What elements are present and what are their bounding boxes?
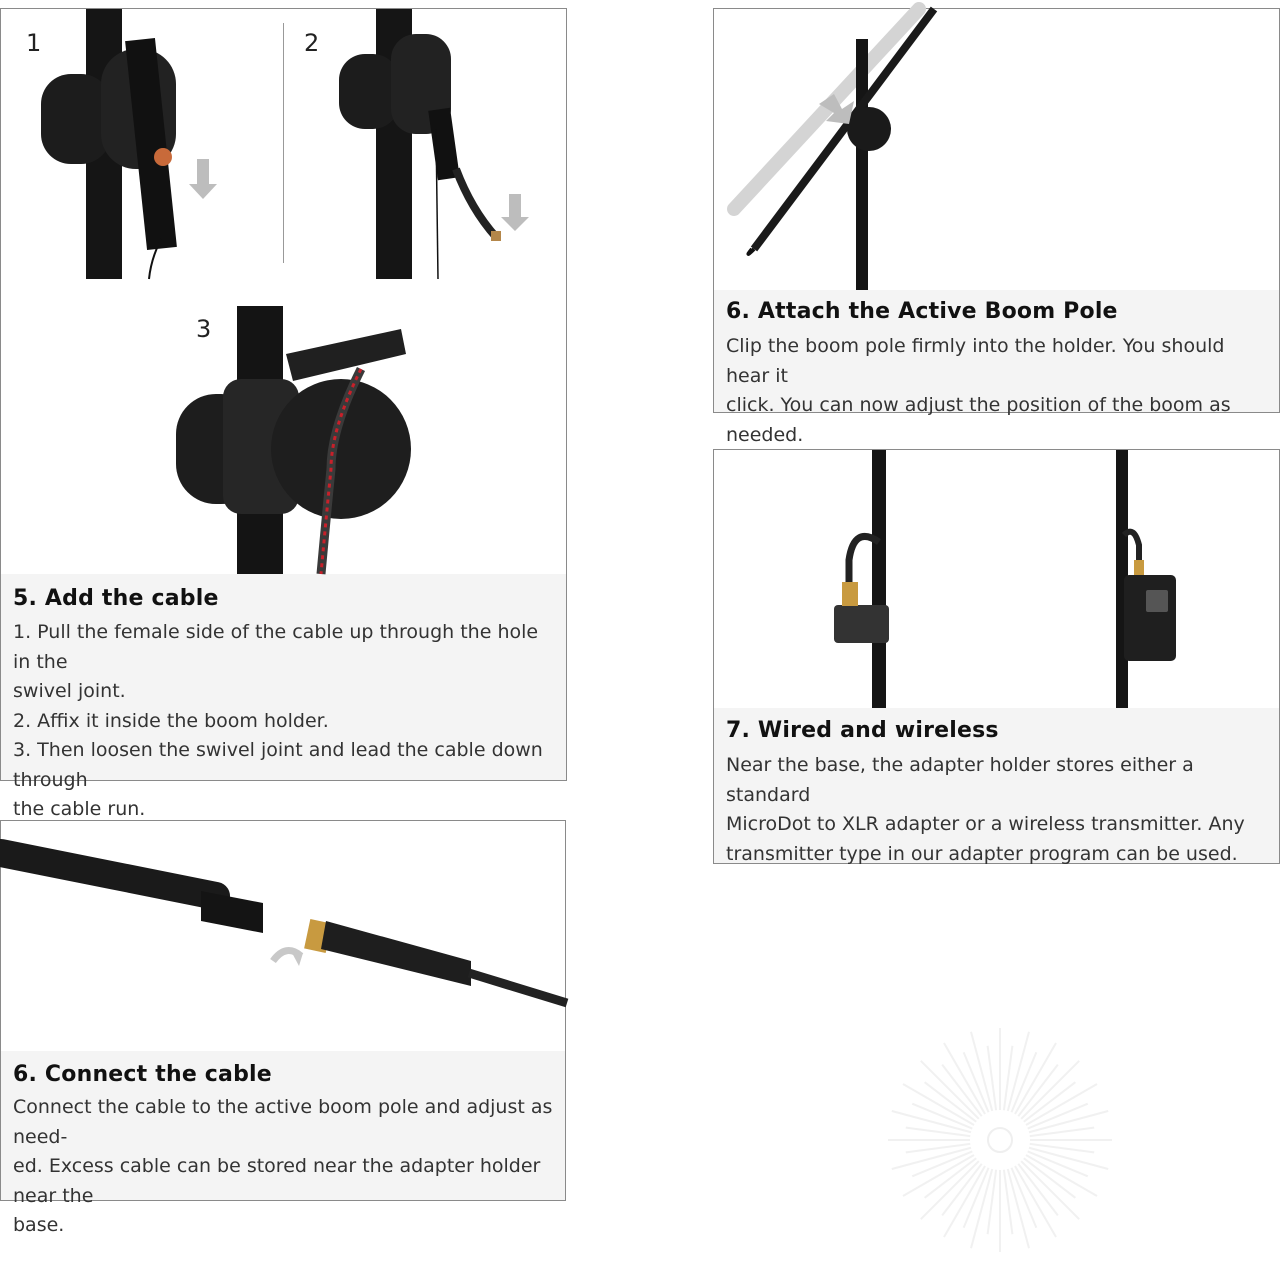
wired-wireless-caption bbox=[714, 706, 1279, 863]
caption-line: 2. Affix it inside the boom holder. bbox=[13, 709, 329, 732]
attach-boom-caption bbox=[714, 288, 1279, 446]
step-label-2: 2 bbox=[304, 29, 320, 57]
photo-step-3 bbox=[176, 306, 411, 574]
caption-line: swivel joint. bbox=[13, 680, 126, 702]
wired-wireless-photo bbox=[714, 450, 1279, 708]
add-cable-photos bbox=[1, 9, 566, 574]
caption-line: click. You can now adjust the position of the boom as needed. bbox=[726, 394, 1231, 446]
connect-cable-caption bbox=[1, 1050, 565, 1236]
caption-line: ed. Excess cable can be stored near the adapter holder near the bbox=[13, 1155, 541, 1207]
step-label-3: 3 bbox=[196, 315, 212, 343]
caption-line: the cable run. bbox=[13, 798, 146, 820]
connect-cable-photo bbox=[1, 821, 565, 1051]
attach-boom-photos bbox=[714, 9, 1279, 290]
card-wired-wireless bbox=[713, 449, 1280, 864]
caption-line: 3. Then loosen the swivel joint and lead the cable down through bbox=[13, 739, 543, 791]
caption-line: base. bbox=[13, 1214, 65, 1236]
card-title: 5. Add the cable bbox=[13, 586, 219, 611]
photo-divider bbox=[283, 23, 284, 263]
photo-step-1 bbox=[41, 9, 217, 279]
card-attach-boom bbox=[713, 8, 1280, 446]
boom-photo-left bbox=[734, 9, 934, 290]
caption-line: Connect the cable to the active boom pole and adjust as need- bbox=[13, 1096, 553, 1148]
card-connect-cable bbox=[0, 820, 566, 1236]
caption-line: transmitter type in our adapter program can be used. bbox=[726, 842, 1238, 865]
step-label-1: 1 bbox=[26, 29, 42, 57]
add-cable-caption bbox=[1, 572, 566, 820]
caption-line: Clip the boom pole firmly into the holder. You should hear it bbox=[726, 335, 1225, 387]
caption-line: 1. Pull the female side of the cable up through the hole in the bbox=[13, 621, 539, 673]
photo-step-2 bbox=[339, 9, 529, 279]
caption-line: Near the base, the adapter holder stores either a standard bbox=[726, 754, 1194, 806]
sunburst-watermark-icon bbox=[880, 1020, 1120, 1260]
card-title: 6. Connect the cable bbox=[13, 1062, 272, 1087]
card-title: 7. Wired and wireless bbox=[726, 718, 999, 743]
card-title: 6. Attach the Active Boom Pole bbox=[726, 299, 1118, 324]
card-add-cable bbox=[0, 8, 567, 820]
caption-line: MicroDot to XLR adapter or a wireless transmitter. Any bbox=[726, 813, 1245, 835]
